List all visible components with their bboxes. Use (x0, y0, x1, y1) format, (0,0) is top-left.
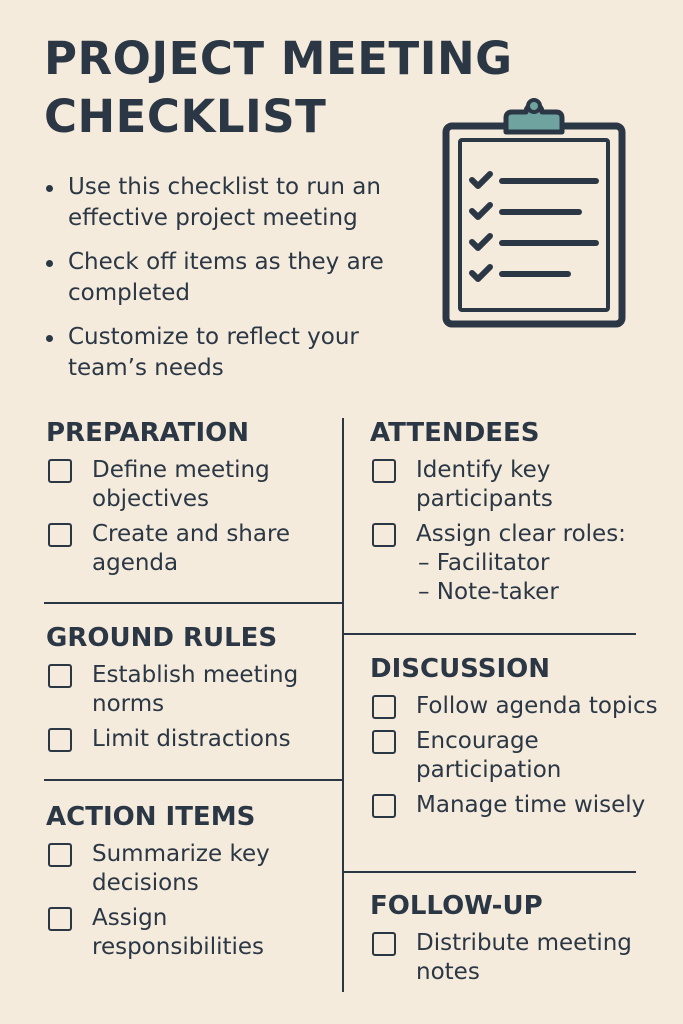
section-heading: ACTION ITEMS (46, 802, 256, 832)
checkbox-icon[interactable] (372, 730, 396, 754)
item-label: Define meeting objectives (92, 457, 270, 512)
section-heading: DISCUSSION (370, 654, 550, 684)
checklist-item[interactable] (46, 661, 336, 719)
checkbox-icon[interactable] (48, 843, 72, 867)
checklist-item[interactable] (370, 791, 665, 820)
checkbox-icon[interactable] (48, 459, 72, 483)
section-heading: GROUND RULES (46, 623, 278, 653)
checklist-item[interactable] (370, 929, 660, 987)
item-label: Create and share agenda (92, 521, 291, 576)
checklist-item[interactable] (370, 456, 660, 514)
checkbox-icon[interactable] (48, 907, 72, 931)
bullet-icon (46, 260, 53, 267)
checkbox-icon[interactable] (48, 523, 72, 547)
intro-item (44, 172, 424, 234)
section-action-items (46, 800, 331, 968)
checkbox-icon[interactable] (48, 728, 72, 752)
item-label: Summarize key decisions (92, 841, 270, 896)
checklist-item[interactable] (46, 456, 331, 514)
section-divider (44, 602, 342, 604)
item-label: Identify key participants (416, 457, 553, 512)
intro-item (44, 247, 424, 309)
column-divider (342, 418, 344, 992)
title-line-2: CHECKLIST (44, 90, 327, 143)
item-label: Limit distractions (92, 726, 291, 752)
checkbox-icon[interactable] (372, 523, 396, 547)
section-divider (344, 633, 636, 635)
checkbox-icon[interactable] (372, 794, 396, 818)
bullet-icon (46, 335, 53, 342)
item-label: Distribute meeting notes (416, 930, 632, 985)
item-label: Follow agenda topics (416, 693, 658, 719)
section-heading: PREPARATION (46, 418, 250, 448)
role-note-taker: – Note-taker (418, 579, 559, 605)
clipboard-checklist-icon (436, 92, 632, 332)
checklist-item[interactable] (370, 692, 665, 721)
checklist-item[interactable] (46, 520, 331, 578)
item-label: Encourage participation (416, 728, 562, 783)
checkbox-icon[interactable] (372, 695, 396, 719)
section-divider (44, 779, 342, 781)
section-follow-up (370, 889, 660, 993)
role-facilitator: – Facilitator (418, 550, 550, 576)
item-label: Establish meeting norms (92, 662, 299, 717)
section-ground-rules (46, 621, 336, 760)
section-divider (344, 871, 636, 873)
checklist-item[interactable] (370, 727, 665, 785)
checklist-item[interactable] (370, 520, 660, 607)
item-label: Assign responsibilities (92, 905, 265, 960)
title-line-1: PROJECT MEETING (44, 32, 513, 85)
section-discussion (370, 652, 665, 826)
section-heading: ATTENDEES (370, 418, 540, 448)
checkbox-icon[interactable] (372, 932, 396, 956)
item-label: Manage time wisely (416, 792, 646, 818)
intro-text: Customize to reflect your team’s needs (68, 324, 359, 381)
bullet-icon (46, 185, 53, 192)
item-label: Assign clear roles: (416, 521, 626, 547)
checklist-item[interactable] (46, 840, 331, 898)
intro-text: Use this checklist to run an effective project meeting (68, 174, 381, 231)
checklist-item[interactable] (46, 725, 336, 754)
checklist-item[interactable] (46, 904, 331, 962)
section-attendees (370, 416, 660, 613)
checkbox-icon[interactable] (372, 459, 396, 483)
intro-item (44, 322, 424, 384)
checkbox-icon[interactable] (48, 664, 72, 688)
section-preparation (46, 416, 331, 584)
intro-list (44, 172, 424, 397)
section-heading: FOLLOW-UP (370, 891, 543, 921)
intro-text: Check off items as they are completed (68, 249, 384, 306)
